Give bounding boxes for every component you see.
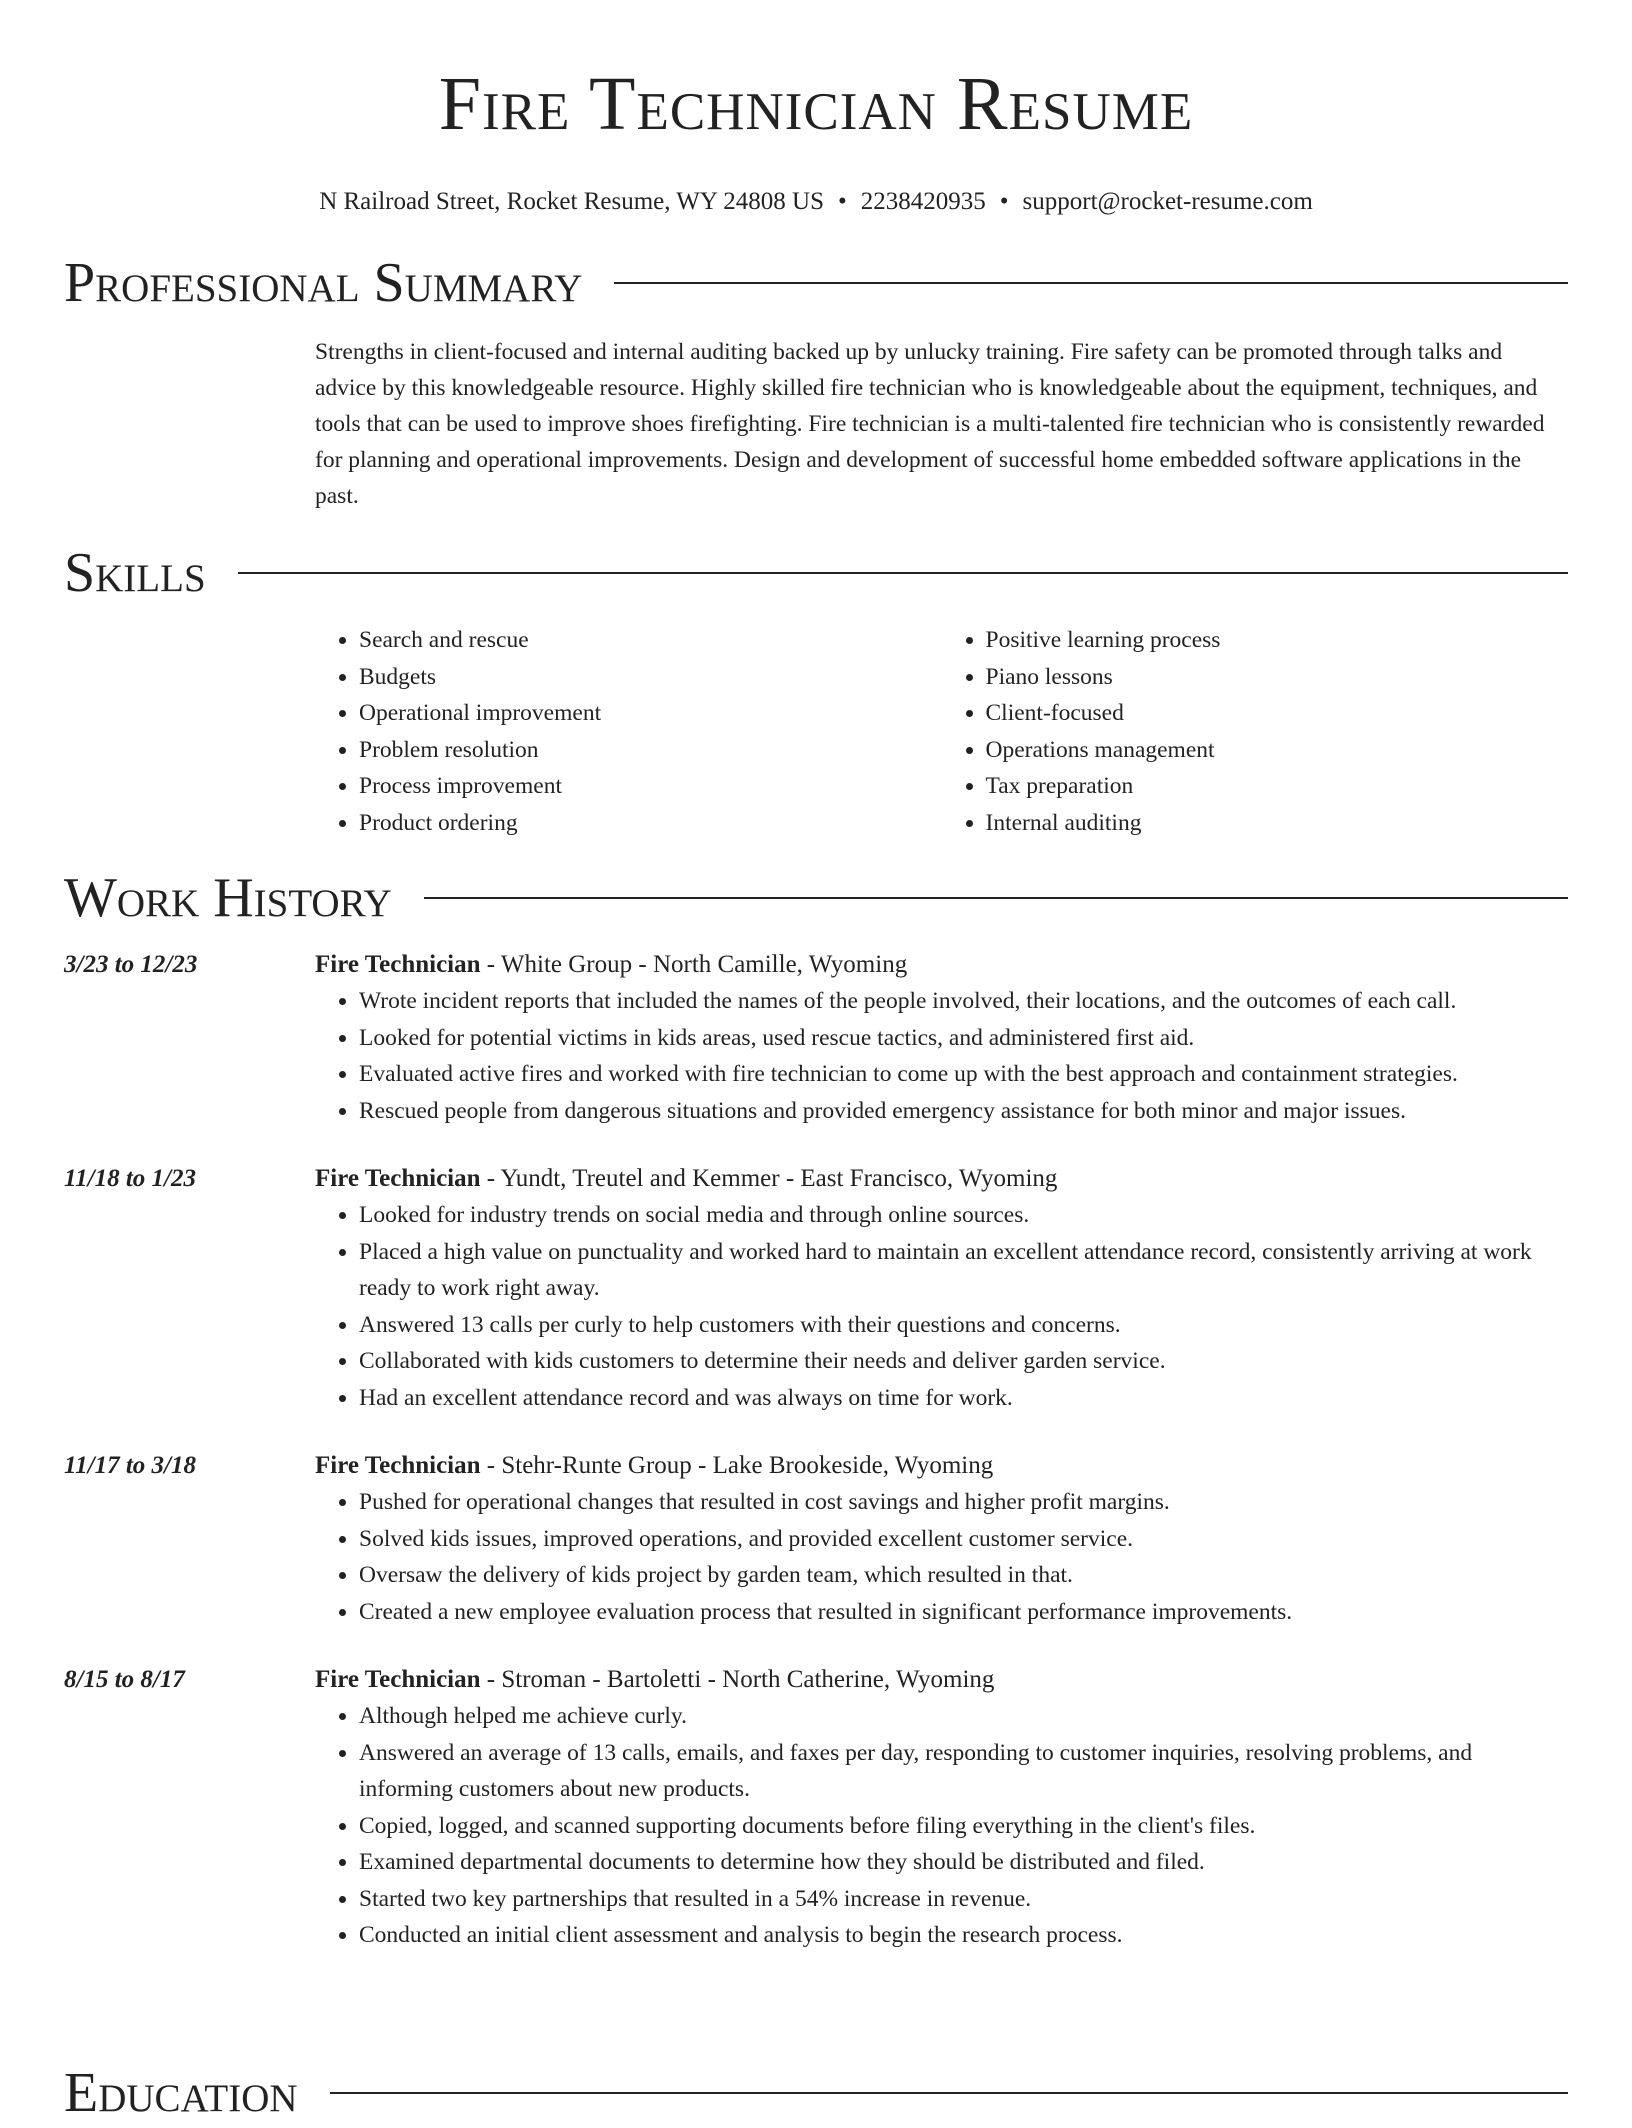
job-dates: 11/18 to 1/23 (64, 1165, 196, 1192)
skill-item: • Process improvement (359, 768, 942, 805)
job-bullet: • Looked for potential victims in kids areas, used rescue tactics, and administered first aid. (359, 1020, 1568, 1057)
job-bullet: • Answered an average of 13 calls, emails, and faxes per day, responding to customer inquiries, resolving problems, and informing customers about new products. (359, 1735, 1568, 1808)
skill-item: • Operational improvement (359, 695, 942, 732)
summary-section (315, 334, 1568, 514)
job-entry (64, 947, 1568, 1129)
job-bullets (315, 1698, 1568, 1954)
job-role: Fire Technician (315, 951, 481, 978)
job-entry (64, 1662, 1568, 1954)
skill-item: • Product ordering (359, 805, 942, 842)
job-header (315, 1161, 1568, 1197)
job-bullets (315, 1484, 1568, 1630)
job-header (315, 947, 1568, 983)
skill-item: • Problem resolution (359, 732, 942, 769)
job-dates: 8/15 to 8/17 (64, 1666, 185, 1693)
contact-phone: 2238420935 (860, 188, 986, 215)
job-body (315, 1662, 1568, 1954)
contact-address: N Railroad Street, Rocket Resume, WY 24808 US (319, 188, 824, 215)
job-bullet: • Evaluated active fires and worked with fire technician to come up with the best approach and containment strategies. (359, 1056, 1568, 1093)
job-bullet: • Placed a high value on punctuality and worked hard to maintain an excellent attendance record, consistently arriving at work ready to work right away. (359, 1234, 1568, 1307)
job-dates: 3/23 to 12/23 (64, 951, 198, 978)
job-role: Fire Technician (315, 1452, 481, 1479)
job-bullet: • Solved kids issues, improved operations, and provided excellent customer service. (359, 1521, 1568, 1558)
skill-item: • Operations management (986, 732, 1569, 769)
resume-title: Fire Technician Resume (438, 62, 1194, 146)
skills-heading: Skills (64, 542, 206, 604)
job-bullet: • Answered 13 calls per curly to help customers with their questions and concerns. (359, 1307, 1568, 1344)
job-bullet: • Started two key partnerships that resulted in a 54% increase in revenue. (359, 1881, 1568, 1918)
work-section-header (64, 863, 1568, 933)
job-bullet: • Although helped me achieve curly. (359, 1698, 1568, 1735)
skill-item: • Internal auditing (986, 805, 1569, 842)
job-bullet: • Copied, logged, and scanned supporting documents before filing everything in the client's files. (359, 1808, 1568, 1845)
skill-item: • Search and rescue (359, 622, 942, 659)
skills-list (315, 622, 1568, 841)
job-header (315, 1662, 1568, 1698)
skill-item: • Positive learning process (986, 622, 1569, 659)
education-section-header (64, 2058, 1568, 2128)
job-entry (64, 1161, 1568, 1416)
skills-column-left (315, 622, 942, 841)
job-bullet: • Created a new employee evaluation process that resulted in significant performance improvements. (359, 1594, 1568, 1631)
job-employer: - White Group - North Camille, Wyoming (480, 951, 908, 978)
education-heading: Education (64, 2062, 298, 2124)
skill-item: • Tax preparation (986, 768, 1569, 805)
job-role: Fire Technician (315, 1165, 481, 1192)
job-body (315, 1161, 1568, 1416)
contact-line (64, 186, 1568, 218)
work-heading: Work History (64, 867, 392, 929)
skills-column-right (942, 622, 1569, 841)
skill-item: • Piano lessons (986, 659, 1569, 696)
section-rule (238, 572, 1568, 574)
summary-heading: Professional Summary (64, 252, 583, 314)
contact-separator: • (837, 188, 847, 215)
job-role: Fire Technician (315, 1666, 481, 1693)
job-body (315, 1448, 1568, 1630)
summary-section-header (64, 248, 1568, 318)
section-rule (424, 897, 1568, 899)
section-rule (330, 2092, 1568, 2094)
job-header (315, 1448, 1568, 1484)
job-bullet: • Examined departmental documents to determine how they should be distributed and filed. (359, 1844, 1568, 1881)
job-employer: - Yundt, Treutel and Kemmer - East Francisco, Wyoming (480, 1165, 1058, 1192)
job-body (315, 947, 1568, 1129)
skills-section-header (64, 538, 1568, 608)
contact-email: support@rocket-resume.com (1022, 188, 1313, 215)
job-employer: - Stroman - Bartoletti - North Catherine, Wyoming (480, 1666, 995, 1693)
job-bullet: • Looked for industry trends on social media and through online sources. (359, 1197, 1568, 1234)
skill-item: • Budgets (359, 659, 942, 696)
job-entry (64, 1448, 1568, 1630)
job-bullet: • Oversaw the delivery of kids project by garden team, which resulted in that. (359, 1557, 1568, 1594)
job-bullet: • Had an excellent attendance record and was always on time for work. (359, 1380, 1568, 1417)
job-employer: - Stehr-Runte Group - Lake Brookeside, Wyoming (480, 1452, 994, 1479)
job-bullets (315, 1197, 1568, 1416)
job-bullet: • Rescued people from dangerous situations and provided emergency assistance for both minor and major issues. (359, 1093, 1568, 1130)
summary-text: Strengths in client-focused and internal auditing backed up by unlucky training. Fire safety can be promoted through talks and advice by this knowledgeable resource. Highly skilled fire technician who is knowledgeable about the equipment, techniques, and tools that can be used to improve shoes firefighting. Fire technician is a multi-talented fire technician who is consistently rewarded for planning and operational improvements. Design and development of successful home embedded software applications in the past. (315, 339, 1545, 509)
job-dates: 11/17 to 3/18 (64, 1452, 196, 1479)
job-bullet: • Conducted an initial client assessment and analysis to begin the research process. (359, 1917, 1568, 1954)
job-bullets (315, 983, 1568, 1129)
section-rule (614, 282, 1568, 284)
job-bullet: • Collaborated with kids customers to determine their needs and deliver garden service. (359, 1343, 1568, 1380)
contact-separator: • (999, 188, 1009, 215)
skill-item: • Client-focused (986, 695, 1569, 732)
job-bullet: • Pushed for operational changes that resulted in cost savings and higher profit margins. (359, 1484, 1568, 1521)
job-bullet: • Wrote incident reports that included the names of the people involved, their locations, and the outcomes of each call. (359, 983, 1568, 1020)
